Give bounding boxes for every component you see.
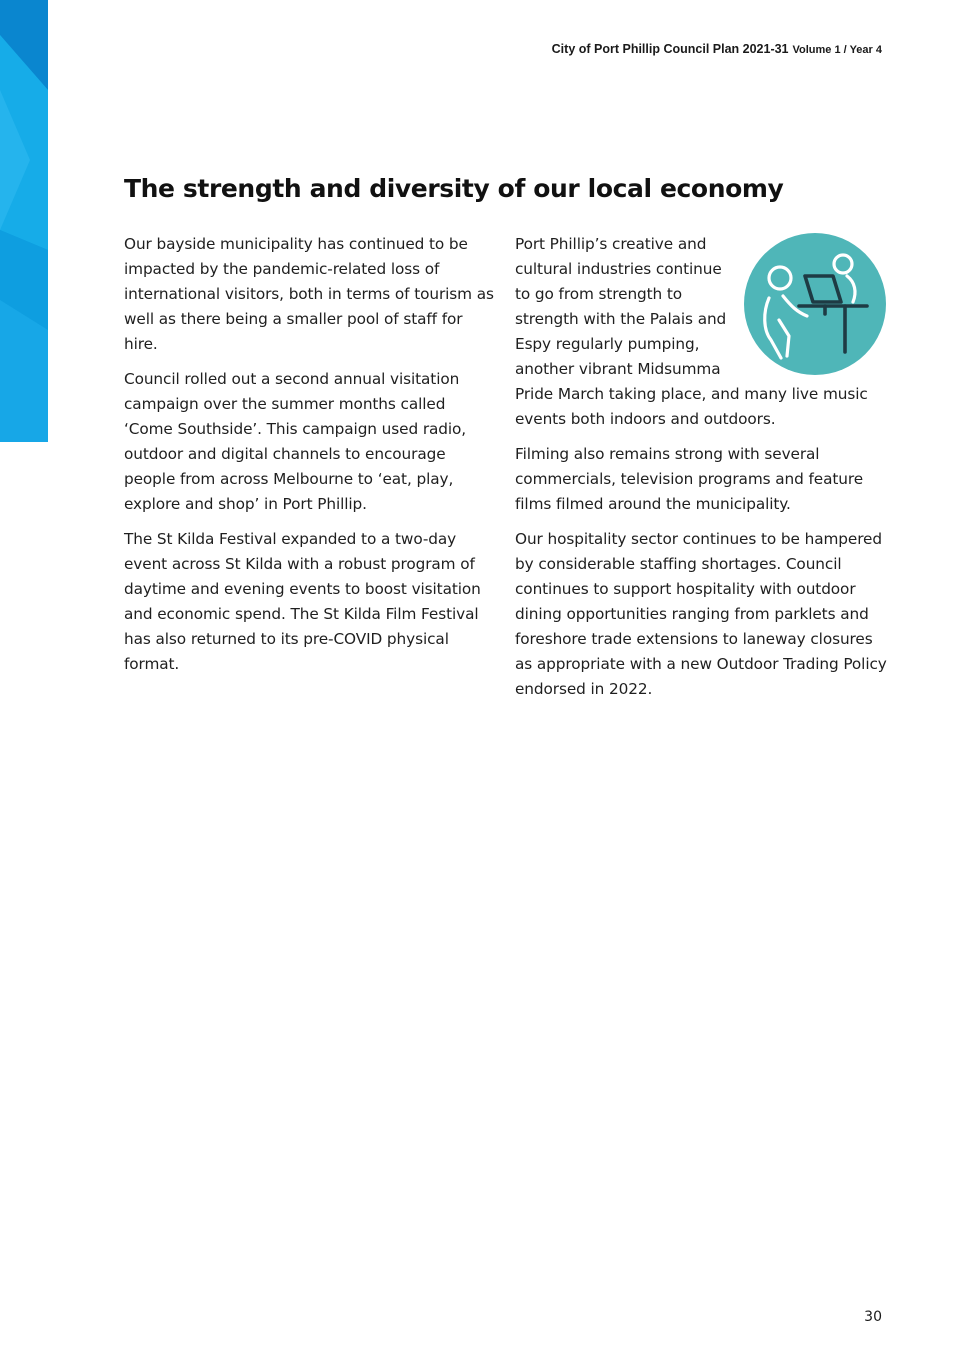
page-number: 30	[864, 1309, 882, 1325]
running-header	[552, 42, 882, 56]
paragraph: Council rolled out a second annual visitation campaign over the summer months called ‘Come Southside’. This campaign used radio, outdoor and digital channels to encourage people from across Melbourne to ‘eat, play, explore and shop’ in Port Phillip.	[124, 370, 467, 513]
paragraph: The St Kilda Festival expanded to a two-day event across St Kilda with a robust program of daytime and evening events to boost visitation and economic spend. The St Kilda Film Festival has also returned to its pre-COVID physical format.	[124, 530, 481, 673]
person-at-laptop-desk-icon	[737, 232, 887, 378]
document-title: City of Port Phillip Council Plan 2021-31	[551, 42, 789, 56]
paragraph: Filming also remains strong with several commercials, television programs and feature films filmed around the municipality.	[515, 445, 864, 513]
volume-label: Volume 1 / Year 4	[792, 44, 882, 56]
page-title: The strength and diversity of our local economy	[124, 174, 784, 203]
paragraph: Our hospitality sector continues to be hampered by considerable staffing shortages. Council continues to support hospitality with outdoor dining opportunities ranging from parklets and foreshore trade extensions to laneway closures as appropriate with a new Outdoor Trading Policy endorsed in 2022.	[515, 530, 887, 698]
side-decoration-band	[0, 0, 48, 442]
left-column	[124, 232, 496, 687]
right-column	[515, 232, 887, 712]
paragraph: Port Phillip’s creative and cultural industries continue to go from strength to strength with the Palais and Espy regularly pumping, another vibrant Midsumma Pride March taking place, and many live music events both indoors and outdoors.	[515, 235, 868, 428]
paragraph: Our bayside municipality has continued to be impacted by the pandemic-related loss of international visitors, both in terms of tourism as well as there being a smaller pool of staff for hire.	[124, 235, 494, 353]
